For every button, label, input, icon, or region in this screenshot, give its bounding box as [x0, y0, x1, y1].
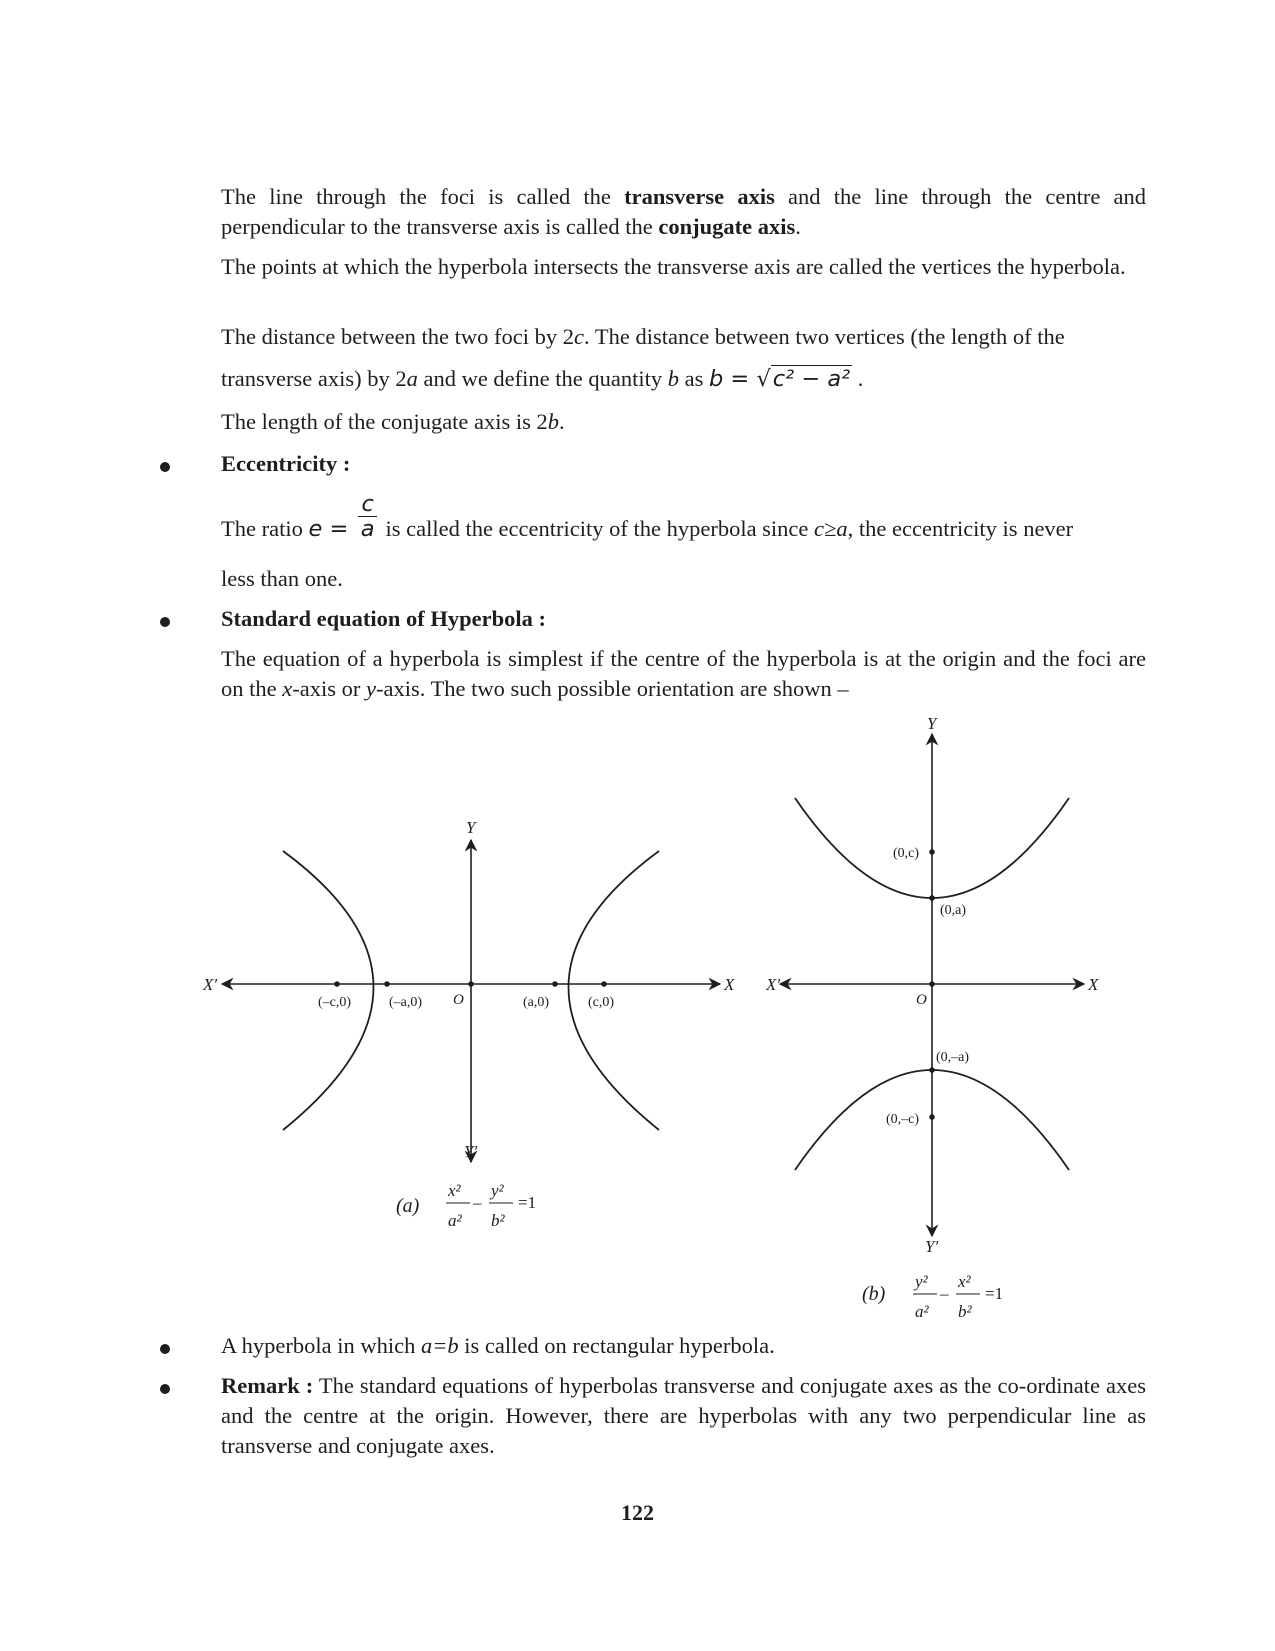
point-pos-c [929, 849, 935, 855]
term-conjugate-axis: conjugate axis [658, 214, 796, 239]
label-pos-c: (0,c) [893, 846, 920, 861]
svg-text:a²: a² [915, 1302, 929, 1321]
heading-eccentricity: Eccentricity : [221, 451, 351, 476]
paragraph-standard-equation: The equation of a hyperbola is simplest if the centre of the hyperbola is at the origin and the foci are on the x-axis or y-axis. The two such possible orientation are shown – [221, 646, 1146, 701]
label-pos-a: (a,0) [523, 995, 550, 1010]
svg-text:y²: y² [915, 1272, 928, 1291]
paragraph-foci-distance-line1: The distance between the two foci by 2c. The distance between two vertices (the length of the [221, 324, 1065, 349]
paragraph-vertices: The points at which the hyperbola intersects the transverse axis are called the vertices the hyperbola. [221, 254, 1126, 279]
label-yp: Y′ [464, 1142, 478, 1161]
svg-text:b²: b² [491, 1211, 505, 1230]
svg-text:=1: =1 [518, 1193, 537, 1212]
point-pos-a [552, 981, 558, 987]
caption-b: (b) [862, 1283, 886, 1305]
label-neg-c: (–c,0) [318, 995, 352, 1010]
paragraph-axes: The line through the foci is called the transverse axis and the line through the centre and perpendicular to the transverse axis is called the conjugate axis. [221, 184, 1147, 239]
formula-b: b = √c² − a² [709, 366, 851, 392]
label-neg-c: (0,–c) [886, 1112, 920, 1127]
caption-a: (a) [396, 1195, 420, 1217]
equation-a [446, 1181, 536, 1230]
heading-standard-equation: Standard equation of Hyperbola : [221, 606, 547, 631]
bullet [160, 1384, 170, 1394]
point-neg-a [929, 1067, 935, 1073]
svg-text:b²: b² [958, 1302, 972, 1321]
paragraph-eccentricity: The ratio e = $\frac{c}{a}$ is called the eccentricity of the hyperbola since c≥a, the eccentricity is never [221, 491, 1074, 542]
remark-label: Remark : [221, 1373, 314, 1398]
label-o: O [453, 992, 464, 1008]
label-o: O [916, 992, 927, 1008]
label-y: Y [927, 714, 937, 733]
point-pos-c [601, 981, 607, 987]
hyperbola-left-branch [283, 851, 374, 1130]
label-x: X [724, 975, 735, 994]
paragraph-foci-distance-line2: transverse axis) by 2a and we define the quantity b as b = √c² − a² . [221, 366, 864, 392]
label-neg-a: (0,–a) [936, 1050, 970, 1065]
svg-text:a²: a² [448, 1211, 462, 1230]
point-neg-c [334, 981, 340, 987]
label-y: Y [466, 818, 476, 837]
paragraph-conjugate-length: The length of the conjugate axis is 2b. [221, 409, 565, 434]
hyperbola-right-branch [569, 851, 660, 1130]
bullet [160, 1344, 170, 1354]
paragraph-rectangular-hyperbola: A hyperbola in which a=b is called on rectangular hyperbola. [221, 1333, 775, 1358]
point-origin [929, 981, 935, 987]
label-pos-c: (c,0) [588, 995, 615, 1010]
label-xp: X′ [766, 975, 781, 994]
page-number: 122 [621, 1500, 654, 1525]
label-pos-a: (0,a) [940, 903, 967, 918]
svg-text:=1: =1 [985, 1284, 1004, 1303]
svg-text:–: – [473, 1193, 482, 1212]
equation-b [913, 1272, 1003, 1321]
point-neg-c [929, 1114, 935, 1120]
label-x: X [1088, 975, 1099, 994]
svg-text:y²: y² [491, 1181, 504, 1200]
paragraph-remark: Remark : The standard equations of hyperbolas transverse and conjugate axes as the co-ordinate axes and the centre at the origin. However, there are hyperbolas with any two perpendicular line as transverse and conjugate axes. [221, 1373, 1146, 1458]
svg-text:x²: x² [958, 1272, 971, 1291]
label-xp: X′ [203, 975, 218, 994]
label-yp: Y′ [925, 1237, 939, 1256]
term-transverse-axis: transverse axis [624, 184, 775, 209]
figure-a [202, 818, 735, 1230]
point-neg-a [384, 981, 390, 987]
point-origin [468, 981, 474, 987]
point-pos-a [929, 895, 935, 901]
svg-text:–: – [940, 1284, 949, 1303]
label-neg-a: (–a,0) [389, 995, 423, 1010]
figure-b [765, 714, 1099, 1321]
svg-text:x²: x² [448, 1181, 461, 1200]
paragraph-eccentricity-end: less than one. [221, 566, 343, 591]
formula-eccentricity: e = $\frac{c}{a}$ [308, 516, 379, 542]
